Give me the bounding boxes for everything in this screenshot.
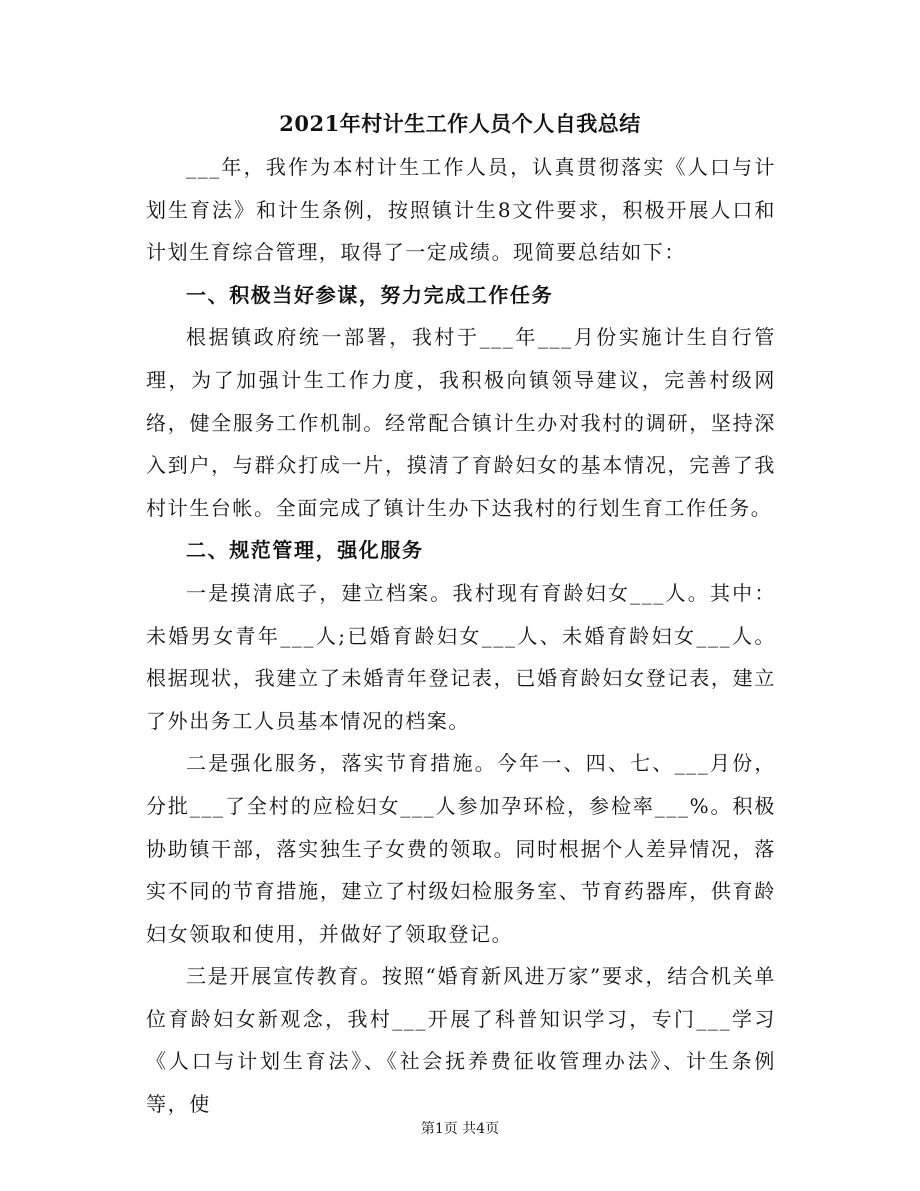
section-2-paragraph-c: 三是开展宣传教育。按照“婚育新风进万家”要求，结合机关单位育龄妇女新观念，我村___开展了科普知识学习，专门___学习《人口与计划生育法》、《社会抚养费征收管理办法》、计生条例等，使 (146, 964, 776, 1117)
document-body (146, 146, 776, 1126)
section-heading-2: 二、规范管理，强化服务 (186, 538, 424, 563)
section-heading-1: 一、积极当好参谋，努力完成工作任务 (186, 282, 554, 307)
page-footer: 第1页 共4页 (420, 1121, 500, 1137)
document-title: 2021年村计生工作人员个人自我总结 (279, 111, 641, 136)
section-1-paragraph: 根据镇政府统一部署，我村于___年___月份实施计生自行管理，为了加强计生工作力度，我积极向镇领导建议，完善村级网络，健全服务工作机制。经常配合镇计生办对我村的调研，坚持深入到户，与群众打成一片，摸清了育龄妇女的基本情况，完善了我村计生台帐。全面完成了镇计生办下达我村的行划生育工作任务。 (146, 325, 776, 520)
section-2-paragraph-b: 二是强化服务，落实节育措施。今年一、四、七、___月份，分批___了全村的应检妇女___人参加孕环检，参检率___%。积极协助镇干部，落实独生子女费的领取。同时根据个人差异情况，落实不同的节育措施，建立了村级妇检服务室、节育药器库，供育龄妇女领取和使用，并做好了领取登记。 (146, 751, 776, 946)
section-2-paragraph-a: 一是摸清底子，建立档案。我村现有育龄妇女___人。其中：未婚男女青年___人;已婚育龄妇女___人、未婚育龄妇女___人。根据现状，我建立了未婚青年登记表，已婚育龄妇女登记表，建立了外出务工人员基本情况的档案。 (146, 580, 776, 733)
intro-paragraph: ___年，我作为本村计生工作人员，认真贯彻落实《人口与计划生育法》和计生条例，按照镇计生8文件要求，积极开展人口和计划生育综合管理，取得了一定成绩。现简要总结如下： (146, 155, 776, 265)
